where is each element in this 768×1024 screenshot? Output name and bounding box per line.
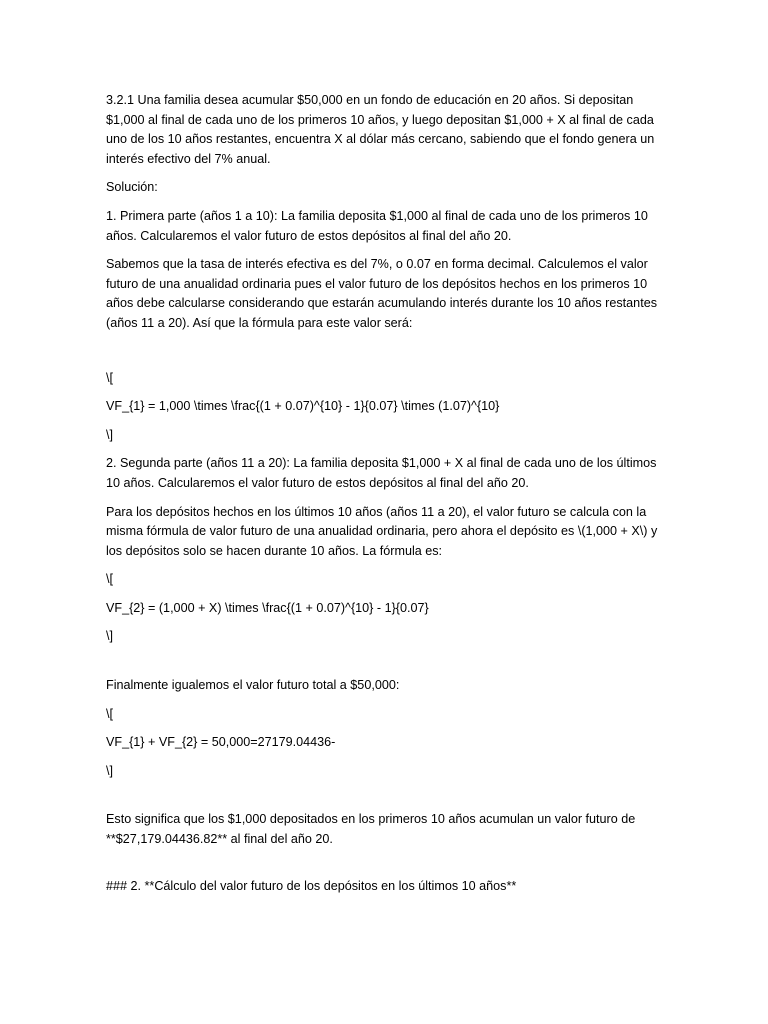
result-paragraph: Esto significa que los $1,000 depositados en los primeros 10 años acumulan un valor futuro de **$27,179.04436.82** al final del año 20. xyxy=(106,812,639,847)
formula-1-open: \[ xyxy=(106,370,113,385)
spacer xyxy=(106,859,666,877)
formula-2-body: VF_{2} = (1,000 + X) \times \frac{(1 + 0.07)^{10} - 1}{0.07} xyxy=(106,600,429,615)
formula-2-close: \] xyxy=(106,629,113,644)
problem-statement: 3.2.1 Una familia desea acumular $50,000 en un fondo de educación en 20 años. Si depositan $1,000 al final de cada uno de los primeros 10 años, y luego depositan $1,000 + X al final de cada uno de los 10 años restantes, encuentra X al dólar más cercano, sabiendo que el fondo genera un interés efectivo del 7% anual. xyxy=(106,93,658,166)
formula-3-open: \[ xyxy=(106,706,113,721)
interest-rate-paragraph: Sabemos que la tasa de interés efectiva es del 7%, o 0.07 en forma decimal. Calculemos el valor futuro de una anualidad ordinaria pues el valor futuro de los depósitos hechos en los primeros 10 años debe calcularse considerando que estarán acumulando interés durante los 10 años restantes (años 11 a 20). Así que la fórmula para este valor será: xyxy=(106,257,661,330)
equate-total-paragraph: Finalmente igualemos el valor futuro total a $50,000: xyxy=(106,678,400,693)
formula-1-close: \] xyxy=(106,427,113,442)
section-heading: ### 2. **Cálculo del valor futuro de los depósitos en los últimos 10 años** xyxy=(106,878,517,893)
formula-3-close: \] xyxy=(106,763,113,778)
document-page xyxy=(106,91,666,905)
formula-1-body: VF_{1} = 1,000 \times \frac{(1 + 0.07)^{10} - 1}{0.07} \times (1.07)^{10} xyxy=(106,399,500,414)
part-two-paragraph: 2. Segunda parte (años 11 a 20): La familia deposita $1,000 + X al final de cada uno de los últimos 10 años. Calcularemos el valor futuro de estos depósitos al final del año 20. xyxy=(106,456,660,490)
part-one-paragraph: 1. Primera parte (años 1 a 10): La familia deposita $1,000 al final de cada uno de los primeros 10 años. Calcularemos el valor futuro de estos depósitos al final del año 20. xyxy=(106,208,652,243)
spacer xyxy=(106,343,666,369)
formula-3-body: VF_{1} + VF_{2} = 50,000=27179.04436- xyxy=(106,735,336,750)
solution-heading: Solución: xyxy=(106,180,158,195)
spacer xyxy=(106,656,666,676)
formula-2-open: \[ xyxy=(106,572,113,587)
last-deposits-paragraph: Para los depósitos hechos en los últimos 10 años (años 11 a 20), el valor futuro se calcula con la misma fórmula de valor futuro de una anualidad ordinaria, pero ahora el depósito es \(1,000 + X\) y los depósitos solo se hacen durante 10 años. La fórmula es: xyxy=(106,504,661,558)
spacer xyxy=(106,790,666,810)
